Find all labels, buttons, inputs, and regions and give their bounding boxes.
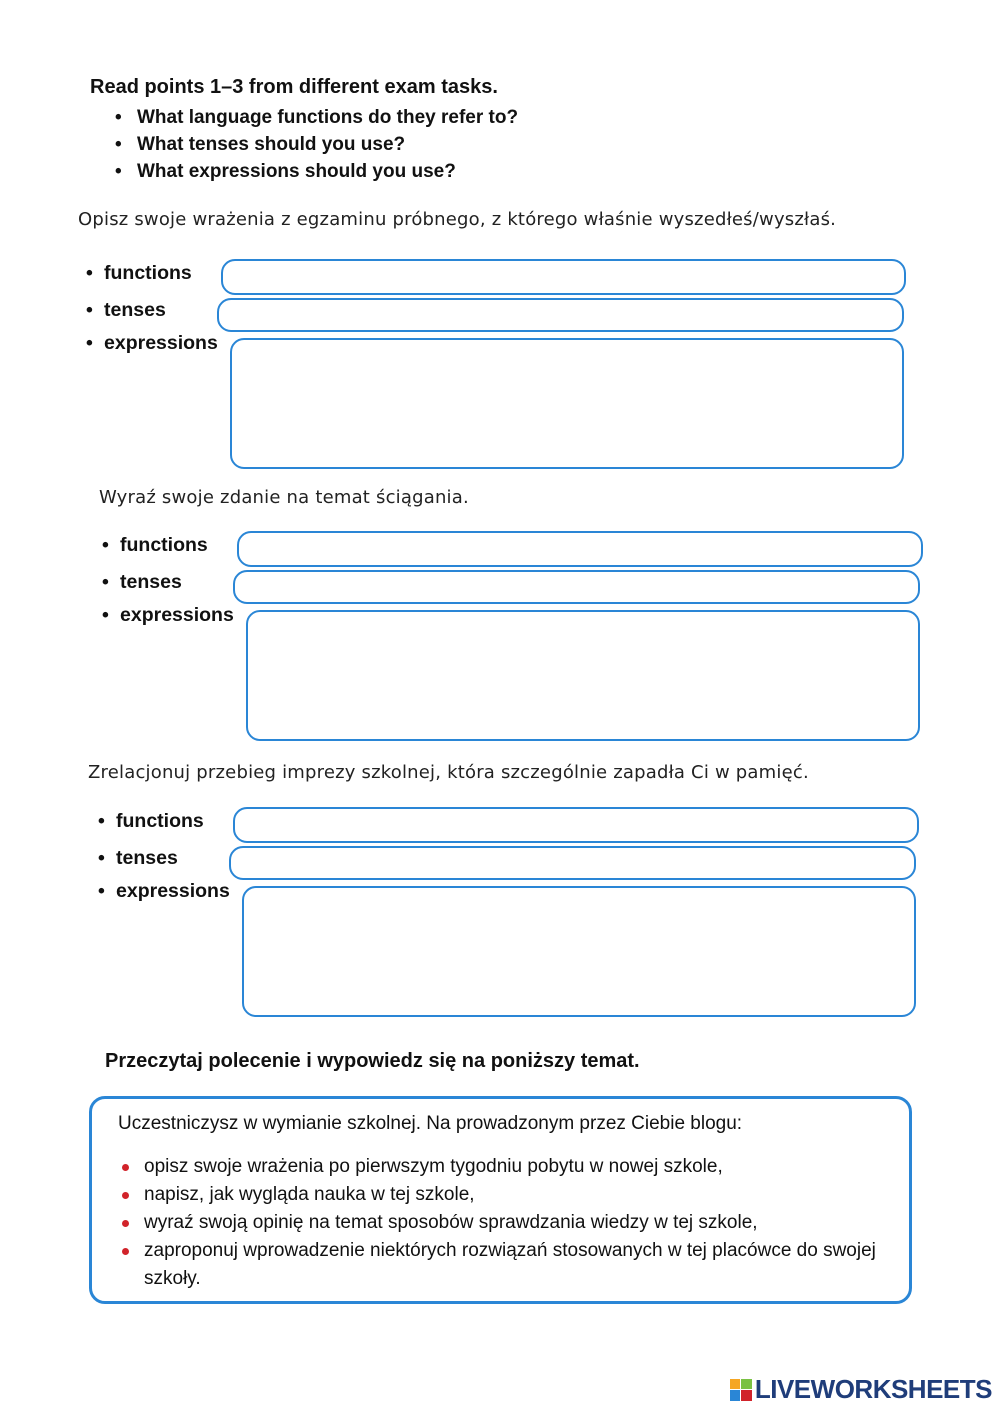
point-1-functions-label: • functions xyxy=(86,262,192,285)
task-box xyxy=(89,1096,912,1304)
task-bullet: zaproponuj wprowadzenie niektórych rozwiązań stosowanych w tej placówce do swojej szkoły. xyxy=(118,1237,898,1293)
liveworksheets-logo-icon xyxy=(730,1379,752,1401)
point-1-tenses-label: • tenses xyxy=(86,299,166,322)
point-1-expressions-textarea[interactable] xyxy=(230,338,904,469)
point-3-prompt: Zrelacjonuj przebieg imprezy szkolnej, która szczególnie zapadła Ci w pamięć. xyxy=(88,762,809,783)
point-1-functions-input[interactable] xyxy=(221,259,906,295)
point-2-prompt: Wyraź swoje zdanie na temat ściągania. xyxy=(99,487,469,508)
point-2-functions-label: • functions xyxy=(102,534,208,557)
point-2-expressions-textarea[interactable] xyxy=(246,610,920,741)
point-1-tenses-input[interactable] xyxy=(217,298,904,332)
intro-question: • What language functions do they refer to? xyxy=(115,104,518,131)
task-bullet: napisz, jak wygląda nauka w tej szkole, xyxy=(118,1181,898,1209)
task-intro: Uczestniczysz w wymianie szkolnej. Na prowadzonym przez Ciebie blogu: xyxy=(118,1113,743,1134)
intro-question-list xyxy=(115,104,518,185)
task-heading: Przeczytaj polecenie i wypowiedz się na poniższy temat. xyxy=(105,1050,640,1072)
point-2-functions-input[interactable] xyxy=(237,531,923,567)
point-3-tenses-input[interactable] xyxy=(229,846,916,880)
point-2-expressions-label: • expressions xyxy=(102,604,234,627)
point-3-expressions-textarea[interactable] xyxy=(242,886,916,1017)
brand-name: LIVEWORKSHEETS xyxy=(754,1374,992,1404)
liveworksheets-brand xyxy=(730,1374,992,1405)
point-3-functions-label: • functions xyxy=(98,810,204,833)
intro-title: Read points 1–3 from different exam tasks. xyxy=(90,76,498,98)
task-bullet: wyraź swoją opinię na temat sposobów sprawdzania wiedzy w tej szkole, xyxy=(118,1209,898,1237)
intro-question: • What tenses should you use? xyxy=(115,131,518,158)
task-bullet-list xyxy=(118,1153,898,1293)
point-1-prompt: Opisz swoje wrażenia z egzaminu próbnego, z którego właśnie wyszedłeś/wyszłaś. xyxy=(78,209,837,230)
task-bullet: opisz swoje wrażenia po pierwszym tygodniu pobytu w nowej szkole, xyxy=(118,1153,898,1181)
point-1-expressions-label: • expressions xyxy=(86,332,218,355)
point-3-expressions-label: • expressions xyxy=(98,880,230,903)
intro-question: • What expressions should you use? xyxy=(115,158,518,185)
point-3-tenses-label: • tenses xyxy=(98,847,178,870)
point-2-tenses-label: • tenses xyxy=(102,571,182,594)
point-3-functions-input[interactable] xyxy=(233,807,919,843)
point-2-tenses-input[interactable] xyxy=(233,570,920,604)
